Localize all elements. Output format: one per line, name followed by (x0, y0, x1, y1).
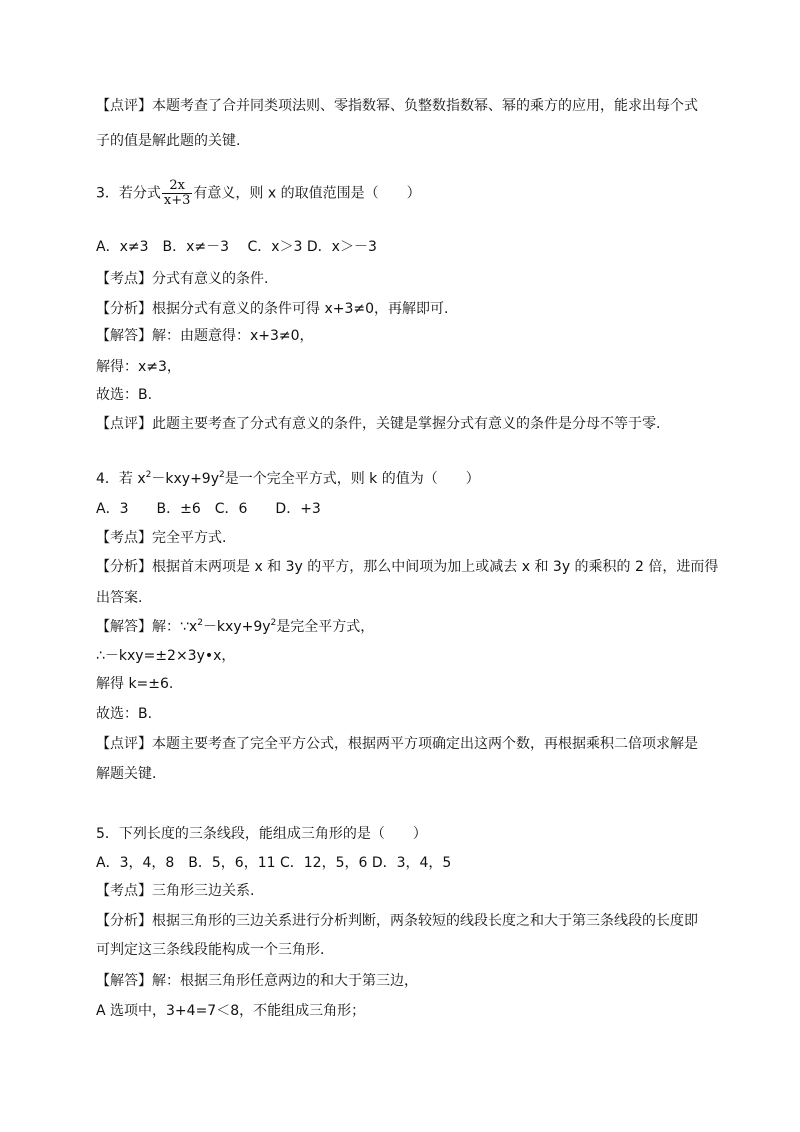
knowledge-point: 【考点】分式有意义的条件. (96, 271, 269, 287)
fraction (162, 179, 193, 208)
solution: 【解答】解：根据三角形任意两边的和大于第三边， (96, 973, 418, 989)
exponent: 2 (145, 470, 152, 480)
comment-cont: 解题关键. (96, 766, 157, 782)
answer-choice: 故选：B. (96, 706, 153, 722)
question-4-text: 4．若 x (96, 471, 146, 487)
fraction-numerator: 2x (162, 179, 193, 194)
knowledge-point: 【考点】完全平方式. (96, 530, 227, 546)
comment: 【点评】此题主要考查了分式有意义的条件，关键是掌握分式有意义的条件是分母不等于零. (96, 416, 661, 432)
question-3 (96, 179, 421, 208)
solution-text: 【解答】解：∵x (96, 619, 198, 635)
question-4-text: 是一个完全平方式，则 k 的值为（ ） (224, 471, 480, 487)
analysis: 【分析】根据首末两项是 x 和 3y 的平方，那么中间项为加上或减去 x 和 3y 的乘积的 2 倍，进而得 (96, 559, 719, 575)
solution-step: ∴－kxy=±2×3y•x， (96, 648, 236, 664)
knowledge-point: 【考点】三角形三边关系. (96, 883, 255, 899)
question-3-suffix: 有意义，则 x 的取值范围是（ ） (193, 185, 421, 202)
analysis: 【分析】根据分式有意义的条件可得 x+3≠0，再解即可. (96, 301, 449, 317)
exponent: 2 (219, 470, 225, 480)
analysis-cont: 可判定这三条线段能构成一个三角形. (96, 942, 325, 958)
solution-text: －kxy+9y (202, 619, 271, 635)
solution-text: 是完全平方式， (276, 619, 375, 635)
solution-step: 解得：x≠3， (96, 359, 181, 375)
solution: 【解答】解：由题意得：x+3≠0， (96, 328, 314, 344)
question-4-text: －kxy+9y (151, 471, 219, 487)
solution-step: A 选项中，3+4=7＜8，不能组成三角形； (96, 1003, 366, 1019)
exponent: 2 (197, 618, 203, 628)
question-4-options: A．3 B．±6 C．6 D．+3 (96, 501, 321, 517)
answer-choice: 故选：B. (96, 387, 153, 403)
solution (96, 617, 374, 637)
exponent: 2 (270, 618, 277, 628)
question-5: 5．下列长度的三条线段，能组成三角形的是（ ） (96, 826, 427, 842)
question-4 (96, 469, 480, 489)
analysis-cont: 出答案. (96, 590, 143, 606)
analysis: 【分析】根据三角形的三边关系进行分析判断，两条较短的线段长度之和大于第三条线段的长度即 (96, 913, 698, 929)
question-3-prefix: 3．若分式 (96, 185, 161, 202)
solution-step: 解得 k=±6. (96, 676, 174, 692)
fraction-denominator: x+3 (163, 193, 191, 208)
comment-line-cont: 子的值是解此题的关键. (96, 133, 241, 149)
comment: 【点评】本题主要考查了完全平方公式，根据两平方项确定出这两个数，再根据乘积二倍项求解是 (96, 736, 698, 752)
comment-line: 【点评】本题考查了合并同类项法则、零指数幂、负整数指数幂、幂的乘方的应用，能求出每个式 (96, 98, 698, 114)
question-5-options: A．3，4，8 B．5，6，11 C．12，5，6 D．3，4，5 (96, 855, 452, 871)
question-3-options: A．x≠3 B．x≠－3 C．x＞3 D．x＞－3 (96, 239, 377, 255)
